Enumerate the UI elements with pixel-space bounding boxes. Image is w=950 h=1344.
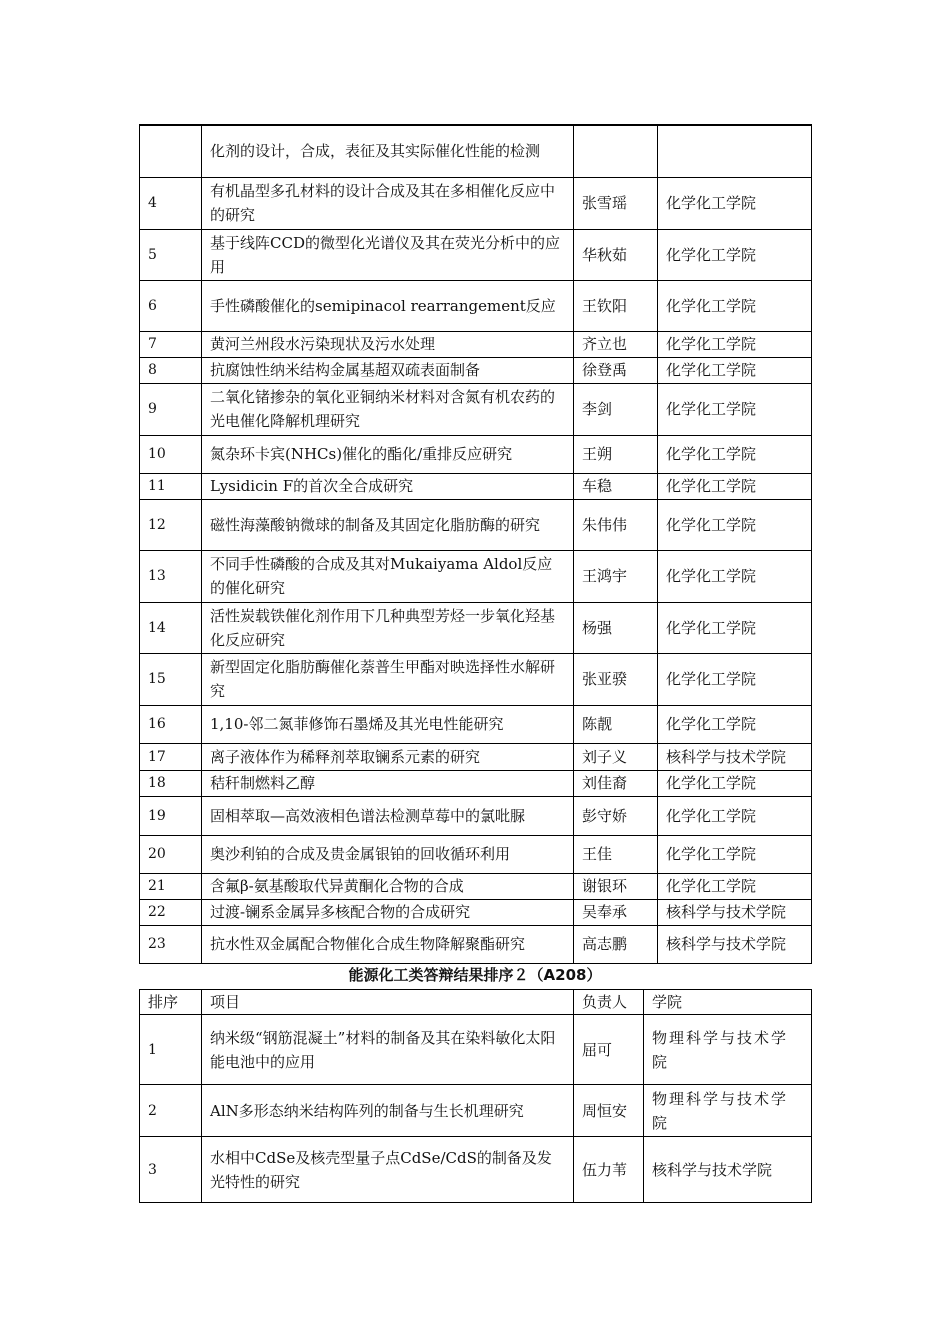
rank-cell: 4 xyxy=(140,177,202,229)
table-row xyxy=(140,925,812,963)
table-row xyxy=(140,1085,812,1137)
rank-cell: 19 xyxy=(140,796,202,835)
project-cell: 秸秆制燃料乙醇 xyxy=(202,770,574,796)
project-cell: 化剂的设计，合成，表征及其实际催化性能的检测 xyxy=(202,125,574,177)
table-row xyxy=(140,743,812,770)
school-cell: 化学化工学院 xyxy=(658,796,812,835)
leader-cell: 谢银环 xyxy=(574,873,658,899)
school-cell: 物理科学与技术学院 xyxy=(644,1015,812,1085)
school-cell: 化学化工学院 xyxy=(658,602,812,653)
project-cell: 二氧化锗掺杂的氧化亚铜纳米材料对含氮有机农药的光电催化降解机理研究 xyxy=(202,383,574,435)
table-row xyxy=(140,331,812,357)
leader-cell: 周恒安 xyxy=(574,1085,644,1137)
rank-cell: 8 xyxy=(140,357,202,383)
project-cell: 基于线阵CCD的微型化光谱仪及其在荧光分析中的应用 xyxy=(202,229,574,280)
school-cell xyxy=(658,125,812,177)
table-row xyxy=(140,383,812,435)
table-row xyxy=(140,1137,812,1203)
rank-cell: 17 xyxy=(140,743,202,770)
rank-cell: 2 xyxy=(140,1085,202,1137)
rank-cell: 20 xyxy=(140,835,202,873)
rank-cell: 10 xyxy=(140,435,202,473)
rank-cell: 3 xyxy=(140,1137,202,1203)
table-row xyxy=(140,705,812,743)
table-row xyxy=(140,499,812,550)
leader-cell: 伍力苇 xyxy=(574,1137,644,1203)
table-row xyxy=(140,835,812,873)
leader-cell: 彭守娇 xyxy=(574,796,658,835)
school-cell: 化学化工学院 xyxy=(658,835,812,873)
table-row xyxy=(140,550,812,602)
leader-cell: 王佳 xyxy=(574,835,658,873)
school-cell: 化学化工学院 xyxy=(658,435,812,473)
school-cell: 化学化工学院 xyxy=(658,383,812,435)
school-cell: 物理科学与技术学院 xyxy=(644,1085,812,1137)
leader-cell: 吴奉承 xyxy=(574,899,658,925)
school-cell: 化学化工学院 xyxy=(658,357,812,383)
school-cell: 核科学与技术学院 xyxy=(644,1137,812,1203)
rank-cell: 18 xyxy=(140,770,202,796)
school-cell: 化学化工学院 xyxy=(658,499,812,550)
leader-cell: 屈可 xyxy=(574,1015,644,1085)
leader-cell: 华秋茹 xyxy=(574,229,658,280)
project-cell: 抗水性双金属配合物催化合成生物降解聚酯研究 xyxy=(202,925,574,963)
results-table-continued xyxy=(139,124,812,964)
school-cell: 核科学与技术学院 xyxy=(658,899,812,925)
table-row xyxy=(140,873,812,899)
school-cell: 化学化工学院 xyxy=(658,550,812,602)
rank-cell: 21 xyxy=(140,873,202,899)
leader-cell: 王鸿宇 xyxy=(574,550,658,602)
rank-cell: 11 xyxy=(140,473,202,499)
rank-cell: 9 xyxy=(140,383,202,435)
results-table-a208 xyxy=(139,989,812,1203)
leader-cell: 徐登禹 xyxy=(574,357,658,383)
table-row xyxy=(140,435,812,473)
leader-cell: 王钦阳 xyxy=(574,280,658,331)
header-leader: 负责人 xyxy=(574,990,644,1015)
leader-cell: 朱伟伟 xyxy=(574,499,658,550)
leader-cell: 齐立也 xyxy=(574,331,658,357)
header-rank: 排序 xyxy=(140,990,202,1015)
leader-cell: 张雪瑶 xyxy=(574,177,658,229)
rank-cell: 6 xyxy=(140,280,202,331)
leader-cell: 高志鹏 xyxy=(574,925,658,963)
rank-cell: 16 xyxy=(140,705,202,743)
leader-cell: 张亚骙 xyxy=(574,653,658,705)
project-cell: 不同手性磷酸的合成及其对Mukaiyama Aldol反应的催化研究 xyxy=(202,550,574,602)
project-cell: 固相萃取—高效液相色谱法检测草莓中的氯吡脲 xyxy=(202,796,574,835)
rank-cell xyxy=(140,125,202,177)
leader-cell: 王朔 xyxy=(574,435,658,473)
rank-cell: 15 xyxy=(140,653,202,705)
school-cell: 化学化工学院 xyxy=(658,473,812,499)
rank-cell: 12 xyxy=(140,499,202,550)
table-row xyxy=(140,229,812,280)
project-cell: 磁性海藻酸钠微球的制备及其固定化脂肪酶的研究 xyxy=(202,499,574,550)
school-cell: 化学化工学院 xyxy=(658,770,812,796)
table-row xyxy=(140,125,812,177)
leader-cell: 刘佳裔 xyxy=(574,770,658,796)
table-row xyxy=(140,796,812,835)
project-cell: 抗腐蚀性纳米结构金属基超双疏表面制备 xyxy=(202,357,574,383)
project-cell: 纳米级“钢筋混凝土”材料的制备及其在染料敏化太阳能电池中的应用 xyxy=(202,1015,574,1085)
project-cell: 水相中CdSe及核壳型量子点CdSe/CdS的制备及发光特性的研究 xyxy=(202,1137,574,1203)
school-cell: 核科学与技术学院 xyxy=(658,925,812,963)
project-cell: 氮杂环卡宾(NHCs)催化的酯化/重排反应研究 xyxy=(202,435,574,473)
school-cell: 化学化工学院 xyxy=(658,229,812,280)
table-header-row xyxy=(140,990,812,1015)
leader-cell: 车稳 xyxy=(574,473,658,499)
project-cell: 黄河兰州段水污染现状及污水处理 xyxy=(202,331,574,357)
table-row xyxy=(140,653,812,705)
table-row xyxy=(140,473,812,499)
leader-cell xyxy=(574,125,658,177)
rank-cell: 5 xyxy=(140,229,202,280)
header-school: 学院 xyxy=(644,990,812,1015)
rank-cell: 23 xyxy=(140,925,202,963)
table-row xyxy=(140,357,812,383)
leader-cell: 杨强 xyxy=(574,602,658,653)
project-cell: 奥沙利铂的合成及贵金属银铂的回收循环利用 xyxy=(202,835,574,873)
leader-cell: 陈靓 xyxy=(574,705,658,743)
leader-cell: 李剑 xyxy=(574,383,658,435)
project-cell: 1,10-邻二氮菲修饰石墨烯及其光电性能研究 xyxy=(202,705,574,743)
rank-cell: 13 xyxy=(140,550,202,602)
school-cell: 化学化工学院 xyxy=(658,177,812,229)
header-project: 项目 xyxy=(202,990,574,1015)
school-cell: 核科学与技术学院 xyxy=(658,743,812,770)
rank-cell: 1 xyxy=(140,1015,202,1085)
project-cell: 过渡-镧系金属异多核配合物的合成研究 xyxy=(202,899,574,925)
project-cell: 新型固定化脂肪酶催化萘普生甲酯对映选择性水解研究 xyxy=(202,653,574,705)
rank-cell: 7 xyxy=(140,331,202,357)
project-cell: 有机晶型多孔材料的设计合成及其在多相催化反应中的研究 xyxy=(202,177,574,229)
project-cell: Lysidicin F的首次全合成研究 xyxy=(202,473,574,499)
project-cell: 含氟β-氨基酸取代异黄酮化合物的合成 xyxy=(202,873,574,899)
school-cell: 化学化工学院 xyxy=(658,873,812,899)
table-row xyxy=(140,899,812,925)
project-cell: 手性磷酸催化的semipinacol rearrangement反应 xyxy=(202,280,574,331)
table-row xyxy=(140,280,812,331)
table-row xyxy=(140,602,812,653)
school-cell: 化学化工学院 xyxy=(658,705,812,743)
table-row xyxy=(140,177,812,229)
school-cell: 化学化工学院 xyxy=(658,280,812,331)
leader-cell: 刘子义 xyxy=(574,743,658,770)
rank-cell: 22 xyxy=(140,899,202,925)
school-cell: 化学化工学院 xyxy=(658,653,812,705)
project-cell: 活性炭载铁催化剂作用下几种典型芳烃一步氧化羟基化反应研究 xyxy=(202,602,574,653)
table-row xyxy=(140,1015,812,1085)
section-title: 能源化工类答辩结果排序２（A208） xyxy=(348,966,602,984)
table-row xyxy=(140,770,812,796)
project-cell: AlN多形态纳米结构阵列的制备与生长机理研究 xyxy=(202,1085,574,1137)
school-cell: 化学化工学院 xyxy=(658,331,812,357)
rank-cell: 14 xyxy=(140,602,202,653)
project-cell: 离子液体作为稀释剂萃取镧系元素的研究 xyxy=(202,743,574,770)
